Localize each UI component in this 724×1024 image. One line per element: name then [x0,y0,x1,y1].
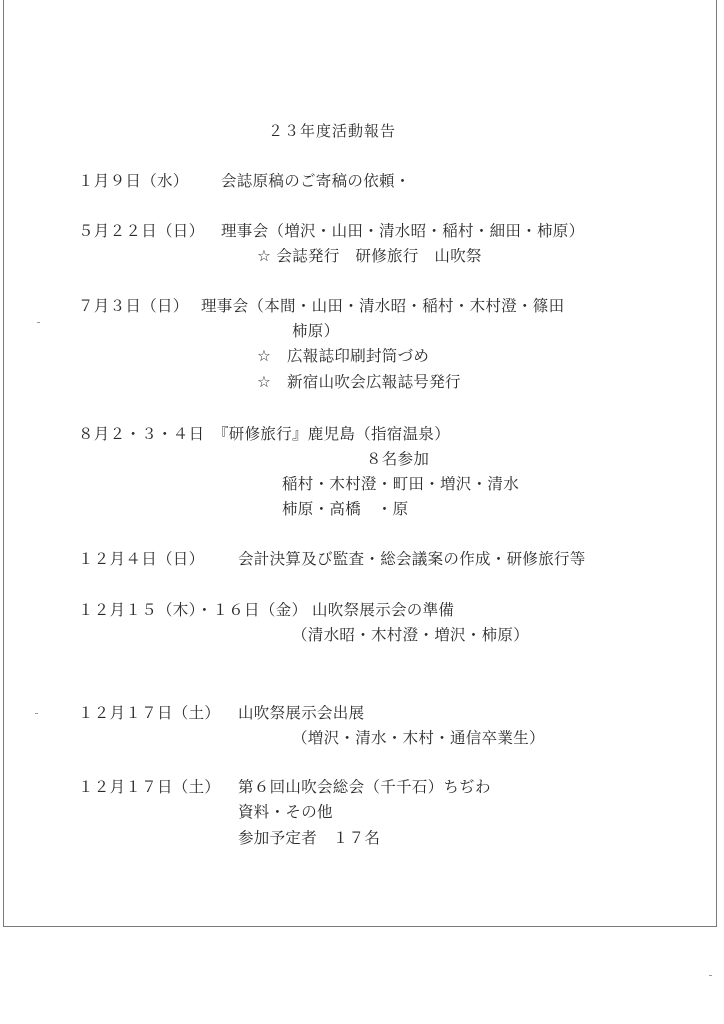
entry-text: （清水昭・木村澄・増沢・柿原） [292,626,530,644]
entry-text: 会誌原稿のご寄稿の依頼・ [221,172,411,190]
entry-text: ☆ 会誌発行 研修旅行 山吹祭 [257,247,482,265]
scan-speck [35,713,38,714]
entry-text: 山吹祭展示会出展 [238,704,365,722]
scan-speck [37,322,40,323]
entry-text: 理事会（本間・山田・清水昭・稲村・木村澄・篠田 [201,297,565,315]
entry-text: 柿原） [292,322,340,340]
entry-text: 第６回山吹会総会（千千石）ちぢわ [238,778,491,796]
entry-date: ８月２・３・４日 [78,425,205,443]
entry-text: 理事会（増沢・山田・清水昭・稲村・細田・柿原） [221,222,585,240]
entry-date: ５月２２日（日） [78,222,205,240]
entry-text: ８名参加 [366,450,430,468]
entry-text: 参加予定者 １７名 [238,829,381,847]
entry-text: （増沢・清水・木村・通信卒業生） [292,729,545,747]
entry-text: 柿原・高橋 ・原 [282,500,409,518]
scan-speck [709,975,712,976]
document-title: ２３年度活動報告 [268,122,397,140]
entry-date: １２月１７日（土） [78,704,221,722]
entry-text: ☆ 広報誌印刷封筒づめ [257,347,430,365]
entry-date: １月９日（水） [78,172,189,190]
entry-text: 資料・その他 [238,803,333,821]
entry-date: １２月１５（木）・１６日（金） [78,601,308,619]
entry-text: 会計決算及び監査・総会議案の作成・研修旅行等 [238,550,586,568]
entry-text: ☆ 新宿山吹会広報誌号発行 [257,373,461,391]
entry-date: ７月３日（日） [78,297,189,315]
entry-text: 稲村・木村澄・町田・増沢・清水 [282,475,520,493]
entry-date: １２月４日（日） [78,550,205,568]
entry-text: 山吹祭展示会の準備 [312,601,455,619]
entry-text: 『研修旅行』鹿児島（指宿温泉） [213,425,451,443]
entry-date: １２月１７日（土） [78,778,221,796]
